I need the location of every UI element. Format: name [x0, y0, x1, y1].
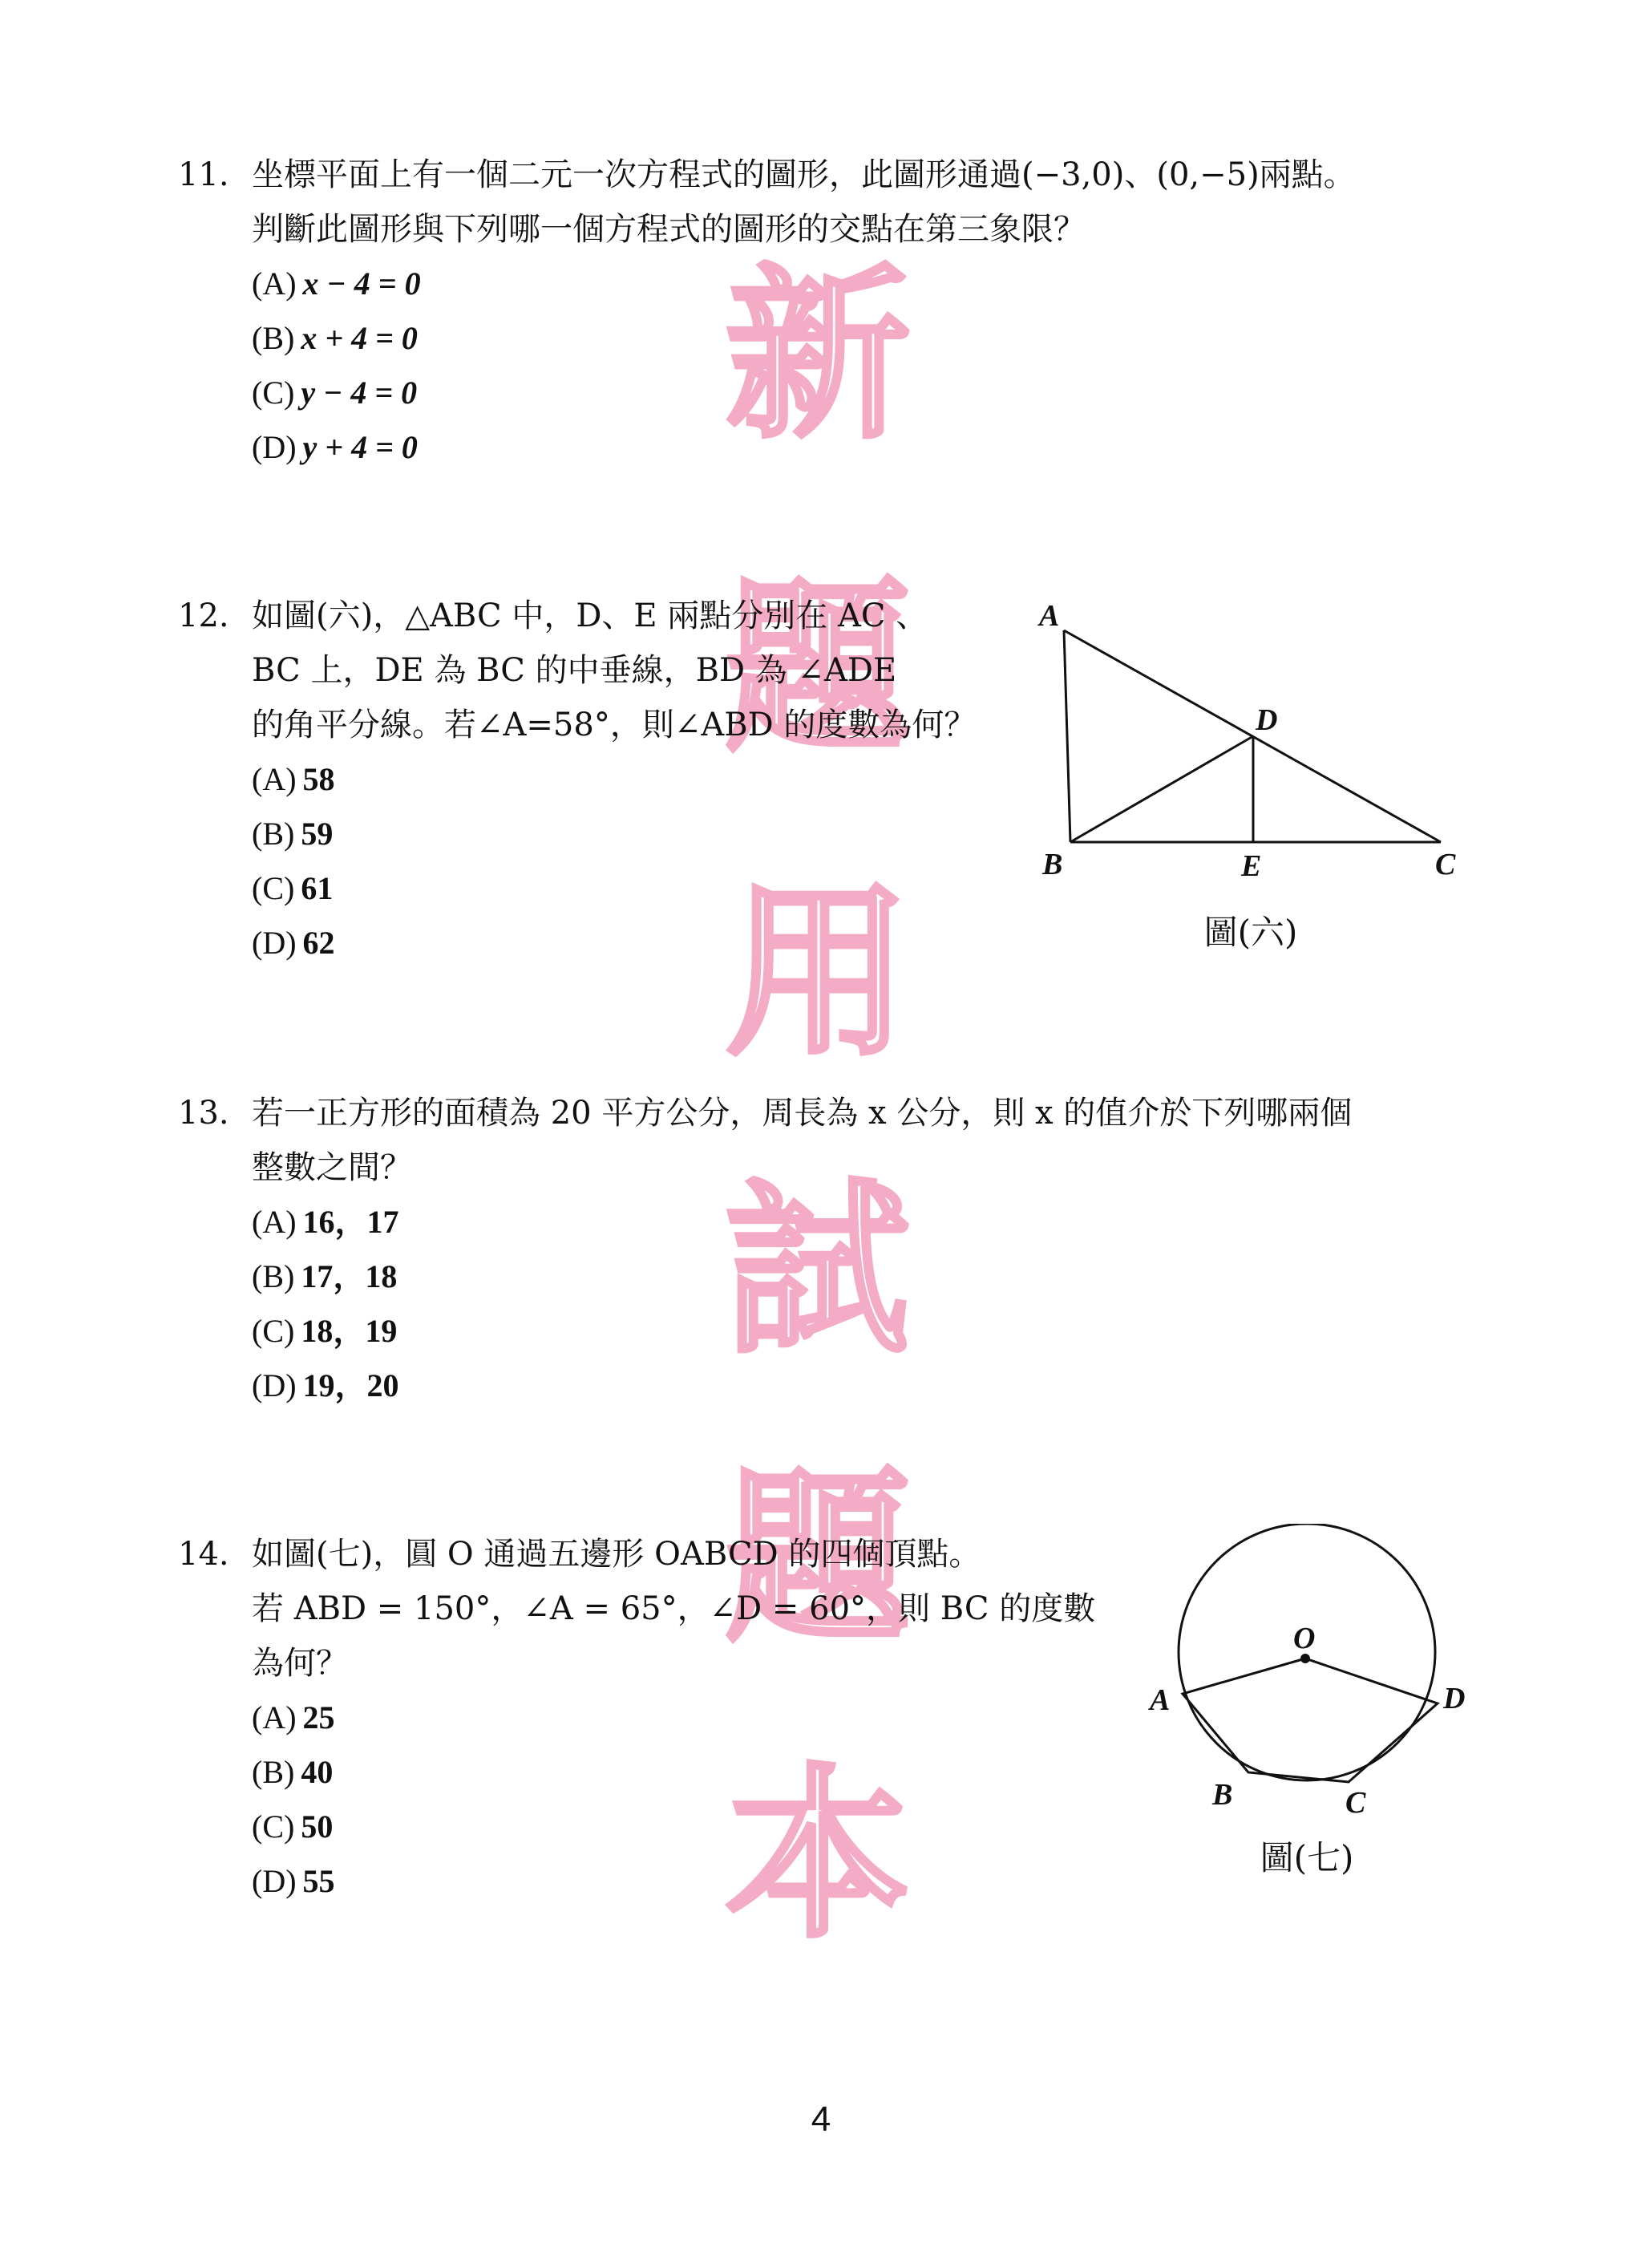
label-e: E	[1241, 849, 1262, 883]
figure-6-caption: 圖(六)	[1203, 913, 1298, 952]
option-d: (D) y + 4 = 0	[252, 429, 418, 465]
watermark-char-2: 題	[725, 562, 910, 776]
label-b: B	[1212, 1778, 1233, 1812]
watermark-char-1: 新	[725, 249, 910, 464]
figure-6	[1034, 585, 1483, 890]
option-a: (A) 16，17	[252, 1204, 399, 1240]
option-d: (D) 19，20	[252, 1367, 399, 1403]
label-b: B	[1042, 848, 1063, 881]
question-text-line: 如圖(六)，△ABC 中，D、E 兩點分別在 AC 、	[252, 597, 928, 634]
option-a: (A) 25	[252, 1699, 335, 1735]
option-c: (C) 50	[252, 1808, 334, 1845]
watermark-char-3: 用	[725, 867, 910, 1081]
question-14	[178, 1527, 1095, 1909]
option-a: (A) x − 4 = 0	[252, 265, 421, 302]
option-b: (B) x + 4 = 0	[252, 320, 418, 356]
option-a: (A) 58	[252, 761, 335, 797]
question-number: 12.	[178, 597, 229, 634]
question-11	[178, 148, 1356, 475]
question-text-line: 的角平分線。若∠A=58°，則∠ABD 的度數為何？	[252, 707, 977, 743]
label-o: O	[1293, 1622, 1316, 1655]
question-13	[178, 1086, 1352, 1413]
question-text-line: 判斷此圖形與下列哪一個方程式的圖形的交點在第三象限？	[252, 211, 1086, 248]
figure-7	[1138, 1524, 1491, 1820]
question-text-line: 如圖(七)，圓 O 通過五邊形 OABCD 的四個頂點。	[252, 1536, 981, 1573]
option-c: (C) 18，19	[252, 1313, 398, 1349]
page-number: 4	[811, 2100, 831, 2139]
option-b: (B) 17，18	[252, 1258, 398, 1294]
watermark-char-5: 題	[725, 1452, 910, 1667]
figure-7-caption: 圖(七)	[1260, 1838, 1354, 1877]
question-text-line: 為何？	[252, 1645, 348, 1682]
option-d: (D) 55	[252, 1863, 335, 1899]
question-text-line: 若 ABD = 150°，∠A = 65°，∠D = 60°，則 BC 的度數	[252, 1590, 1096, 1627]
question-12	[178, 589, 976, 970]
pentagon-oabcd	[1183, 1658, 1438, 1782]
question-text-line: BC 上，DE 為 BC 的中垂線，BD 為 ∠ADE	[252, 652, 897, 689]
option-c: (C) y − 4 = 0	[252, 375, 418, 411]
question-number: 11.	[178, 156, 229, 193]
watermark-char-4: 試	[725, 1164, 910, 1378]
segment-ab	[1064, 630, 1070, 842]
label-a: A	[1039, 599, 1060, 633]
question-number: 14.	[178, 1536, 229, 1573]
option-b: (B) 40	[252, 1754, 334, 1790]
label-a: A	[1150, 1683, 1171, 1717]
label-c: C	[1435, 848, 1456, 881]
label-d: D	[1443, 1682, 1466, 1715]
option-d: (D) 62	[252, 925, 335, 961]
option-c: (C) 61	[252, 870, 334, 906]
watermark-char-6: 本	[725, 1749, 910, 1963]
label-d: D	[1256, 703, 1278, 737]
label-c: C	[1345, 1786, 1366, 1820]
segment-bd	[1070, 736, 1253, 842]
question-text-line: 整數之間？	[252, 1149, 412, 1186]
question-number: 13.	[178, 1095, 229, 1132]
question-text-line: 若一正方形的面積為 20 平方公分，周長為 x 公分，則 x 的值介於下列哪兩個	[252, 1095, 1353, 1132]
option-b: (B) 59	[252, 816, 334, 852]
question-text-line: 坐標平面上有一個二元一次方程式的圖形，此圖形通過(−3,0)、(0,−5)兩點。	[252, 156, 1356, 193]
